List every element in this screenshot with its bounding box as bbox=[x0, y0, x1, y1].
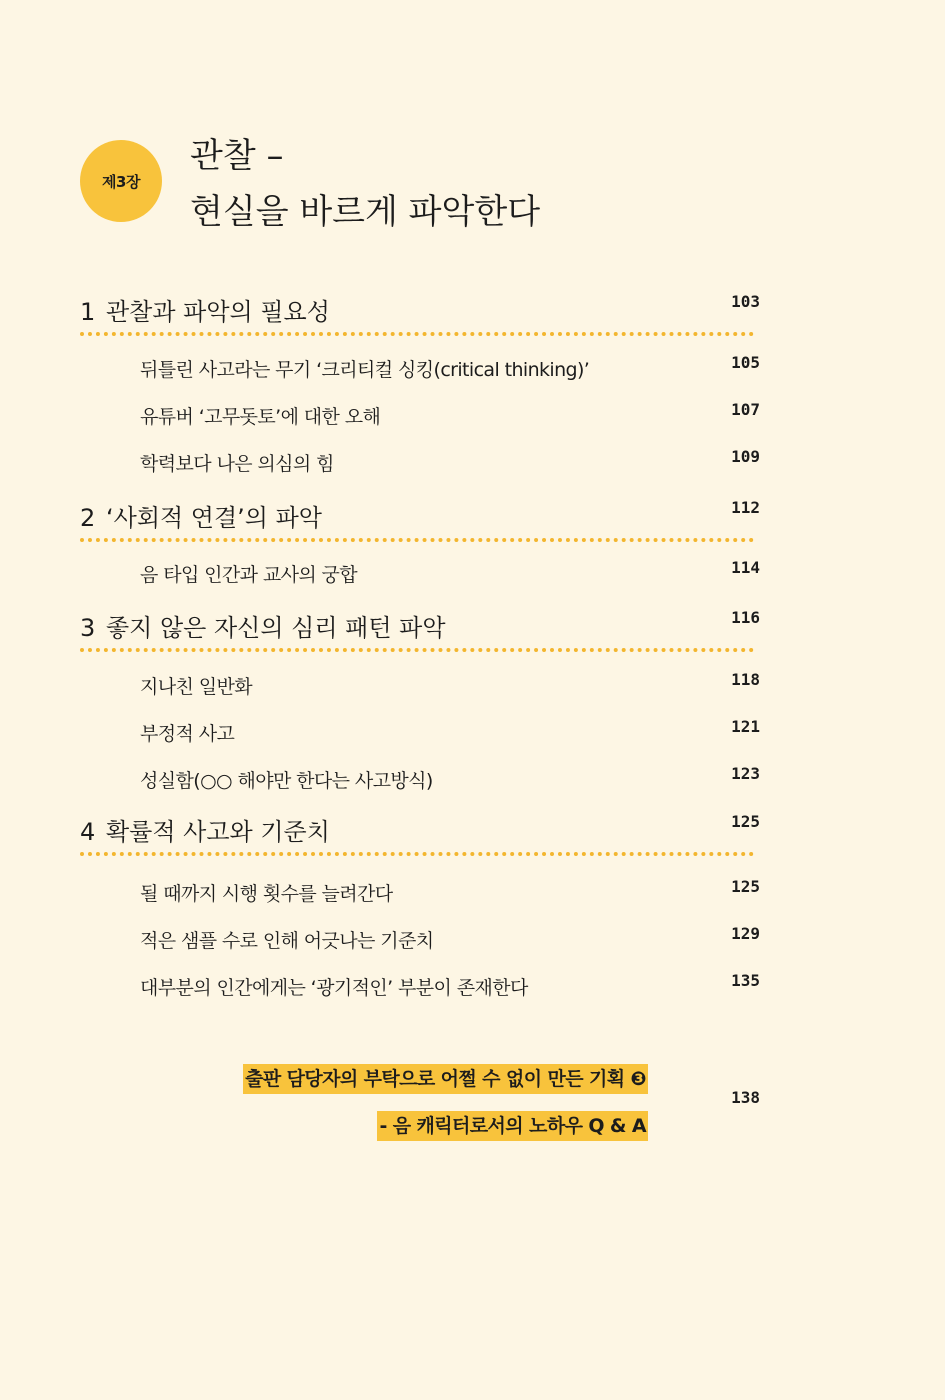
toc-item[interactable] bbox=[140, 717, 760, 747]
toc-item-page: 114 bbox=[731, 558, 760, 577]
toc-item[interactable] bbox=[140, 447, 760, 477]
toc-item-title: 뒤틀린 사고라는 무기 ‘크리티컬 싱킹(critical thinking)’ bbox=[140, 359, 590, 381]
special-entry-page: 138 bbox=[731, 1088, 760, 1107]
section-title: 확률적 사고와 기준치 bbox=[106, 818, 330, 846]
toc-item-page: 129 bbox=[731, 924, 760, 943]
chapter-title-line1: 관찰 – bbox=[190, 136, 284, 176]
section-number: 1 bbox=[80, 298, 96, 326]
toc-item[interactable] bbox=[140, 764, 760, 794]
section-2[interactable] bbox=[80, 494, 760, 534]
toc-item-page: 125 bbox=[731, 877, 760, 896]
section-page: 103 bbox=[731, 292, 760, 311]
toc-item-page: 105 bbox=[731, 353, 760, 372]
toc-item[interactable] bbox=[140, 971, 760, 1001]
special-entry-line2[interactable] bbox=[184, 1111, 648, 1141]
toc-item[interactable] bbox=[140, 877, 760, 907]
section-3[interactable] bbox=[80, 604, 760, 644]
special-entry-subtitle: - 음 캐릭터로서의 노하우 Q & A bbox=[377, 1111, 648, 1141]
dotted-divider bbox=[80, 538, 754, 542]
toc-item-page: 118 bbox=[731, 670, 760, 689]
special-entry-line1[interactable] bbox=[184, 1064, 648, 1094]
toc-item-page: 107 bbox=[731, 400, 760, 419]
toc-item-title: 될 때까지 시행 횟수를 늘려간다 bbox=[140, 883, 393, 905]
section-page: 116 bbox=[731, 608, 760, 627]
section-4[interactable] bbox=[80, 808, 760, 848]
toc-item[interactable] bbox=[140, 670, 760, 700]
toc-item-page: 123 bbox=[731, 764, 760, 783]
chapter-title bbox=[190, 128, 540, 240]
dotted-divider bbox=[80, 852, 754, 856]
section-page: 125 bbox=[731, 812, 760, 831]
toc-item-title: 적은 샘플 수로 인해 어긋나는 기준치 bbox=[140, 930, 434, 952]
toc-item-title: 음 타입 인간과 교사의 궁합 bbox=[140, 564, 358, 586]
section-number: 3 bbox=[80, 614, 96, 642]
special-entry-title: 출판 담당자의 부탁으로 어쩔 수 없이 만든 기획 ❸ bbox=[243, 1064, 648, 1094]
toc-item-title: 부정적 사고 bbox=[140, 723, 235, 745]
chapter-title-line2: 현실을 바르게 파악한다 bbox=[190, 192, 541, 232]
toc-item-title: 학력보다 나은 의심의 힘 bbox=[140, 453, 334, 475]
section-page: 112 bbox=[731, 498, 760, 517]
toc-item-page: 135 bbox=[731, 971, 760, 990]
toc-item-title: 성실함(○○ 해야만 한다는 사고방식) bbox=[140, 770, 433, 792]
section-title: ‘사회적 연결’의 파악 bbox=[106, 504, 322, 532]
toc-item[interactable] bbox=[140, 558, 760, 588]
toc-item[interactable] bbox=[140, 400, 760, 430]
toc-item-page: 109 bbox=[731, 447, 760, 466]
toc-item-page: 121 bbox=[731, 717, 760, 736]
section-1[interactable] bbox=[80, 288, 760, 328]
section-number: 4 bbox=[80, 818, 96, 846]
section-title: 관찰과 파악의 필요성 bbox=[106, 298, 330, 326]
toc-item[interactable] bbox=[140, 353, 760, 383]
section-number: 2 bbox=[80, 504, 96, 532]
toc-item-title: 지나친 일반화 bbox=[140, 676, 252, 698]
toc-item[interactable] bbox=[140, 924, 760, 954]
toc-item-title: 대부분의 인간에게는 ‘광기적인’ 부분이 존재한다 bbox=[140, 977, 528, 999]
toc-item-title: 유튜버 ‘고무돗토’에 대한 오해 bbox=[140, 406, 381, 428]
dotted-divider bbox=[80, 648, 754, 652]
dotted-divider bbox=[80, 332, 754, 336]
section-title: 좋지 않은 자신의 심리 패턴 파악 bbox=[106, 614, 446, 642]
chapter-badge: 제3장 bbox=[80, 140, 162, 222]
